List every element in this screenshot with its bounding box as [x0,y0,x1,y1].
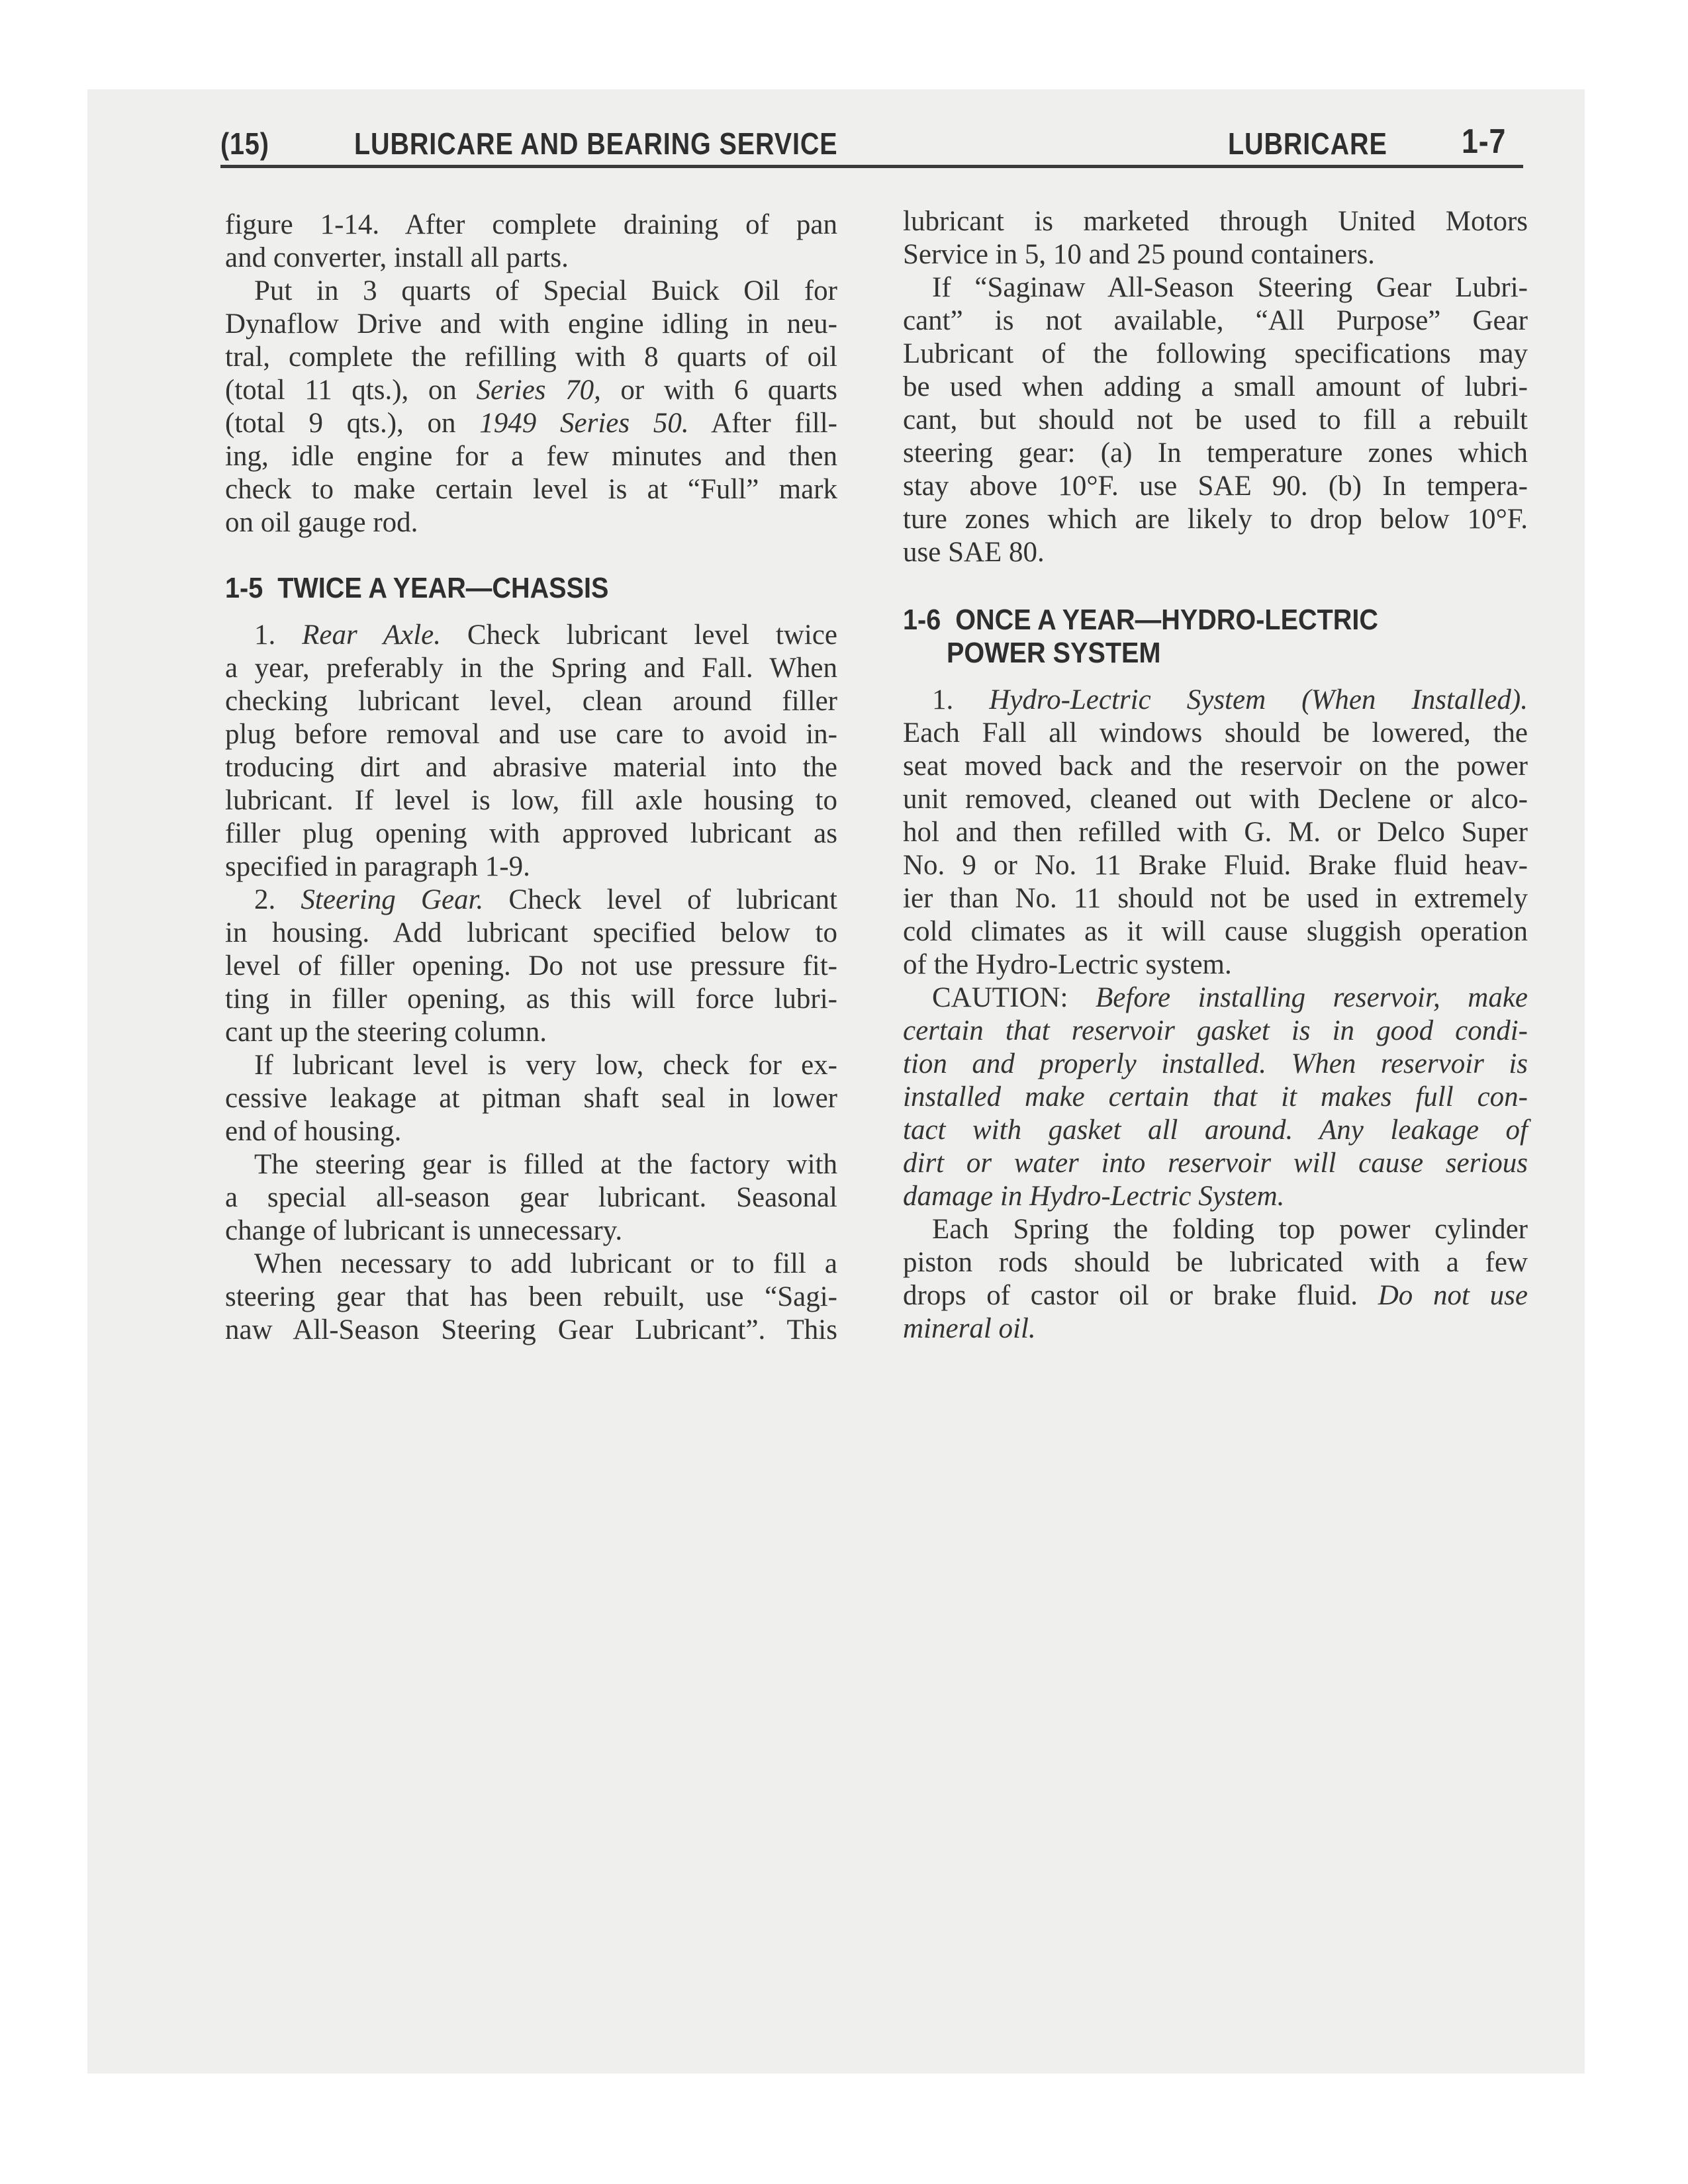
body-text: ture zones which are likely to drop below 10°F. [903,504,1528,535]
text-line [903,470,1528,503]
text-line [903,1048,1528,1081]
text-line [225,751,837,784]
italic-text: damage in Hydro-Lectric System. [903,1181,1285,1212]
body-text: Check level of lubricant [483,884,837,915]
page-label: 1-7 [1462,122,1507,161]
text-line [903,1279,1528,1312]
text-line [225,506,837,539]
text-line [903,915,1528,948]
body-text: naw All-Season Steering Gear Lubricant”. This [225,1314,837,1345]
text-line [225,275,837,308]
italic-text: dirt or water into reservoir will cause serious [903,1148,1528,1179]
text-line [225,1181,837,1214]
body-text: Put in 3 quarts of Special Buick Oil for [254,275,837,306]
italic-text: Before installing reservoir, make [1096,982,1528,1013]
body-text: and converter, install all parts. [225,242,569,273]
body-text: unit removed, cleaned out with Declene or alco- [903,784,1528,815]
text-line [225,1016,837,1049]
body-text: piston rods should be lubricated with a few [903,1247,1528,1278]
body-text: tral, complete the refilling with 8 quarts of oil [225,341,837,373]
text-line [225,374,837,407]
text-line [903,684,1528,717]
body-text: use SAE 80. [903,537,1045,568]
body-text: seat moved back and the reservoir on the power [903,751,1528,782]
text-line [225,983,837,1016]
section-heading: 1-6 ONCE A YEAR—HYDRO-LECTRIC [903,604,1379,636]
left-column [225,208,837,1347]
body-text: Service in 5, 10 and 25 pound containers. [903,239,1375,270]
body-text: ing, idle engine for a few minutes and then [225,441,837,472]
text-line [225,1049,837,1082]
text-line [903,1015,1528,1048]
italic-text: 1949 Series 50. [479,408,689,439]
body-text: or with 6 quarts [600,375,837,406]
body-text: stay above 10°F. use SAE 90. (b) In tempera- [903,471,1528,502]
body-text: cold climates as it will cause sluggish operation [903,916,1528,947]
text-line [225,407,837,440]
text-line [225,1115,837,1148]
body-text: of the Hydro-Lectric system. [903,949,1232,980]
body-text: ting in filler opening, as this will force lubri- [225,983,837,1015]
body-text: After fill- [688,408,837,439]
italic-text: installed make certain that it makes full con- [903,1081,1528,1113]
body-text: (total 9 qts.), on [225,408,480,439]
body-text: Lubricant of the following specifications may [903,338,1528,369]
text-line [903,503,1528,536]
body-text: If “Saginaw All-Season Steering Gear Lubri- [932,272,1528,303]
text-line [903,238,1528,271]
italic-text: Series 70, [476,375,601,406]
body-text: When necessary to add lubricant or to fill a [254,1248,837,1279]
chapter-title: LUBRICARE AND BEARING SERVICE [354,126,838,161]
text-line [903,1180,1528,1213]
body-text: troducing dirt and abrasive material into the [225,752,837,783]
page-number: (15) [220,126,269,161]
text-line [903,304,1528,338]
text-line [225,1214,837,1248]
text-line [225,950,837,983]
italic-text: Hydro-Lectric System (When Installed). [989,684,1528,715]
body-text: Each Spring the folding top power cylinder [932,1214,1528,1245]
text-line [225,1281,837,1314]
section-heading: 1-5 TWICE A YEAR—CHASSIS [225,572,609,604]
body-text: in housing. Add lubricant specified below to [225,917,837,948]
italic-text: certain that reservoir gasket is in good condi- [903,1015,1528,1046]
text-line [225,652,837,685]
body-text: cant, but should not be used to fill a rebuilt [903,404,1528,435]
body-text: a special all-season gear lubricant. Seasonal [225,1182,837,1213]
text-line [903,750,1528,783]
text-line [903,1246,1528,1279]
text-line [903,783,1528,816]
italic-text: tion and properly installed. When reservoir is [903,1048,1528,1079]
text-line [903,849,1528,882]
body-text: a year, preferably in the Spring and Fall. When [225,653,837,684]
body-text: steering gear: (a) In temperature zones which [903,437,1528,469]
body-text: drops of castor oil or brake fluid. [903,1280,1378,1311]
body-text: cant” is not available, “All Purpose” Gear [903,305,1528,336]
text-line [225,1248,837,1281]
text-line [903,1081,1528,1114]
body-text: cant up the steering column. [225,1017,547,1048]
text-line [903,404,1528,437]
body-text: The steering gear is filled at the factory with [254,1149,837,1180]
text-line [903,1312,1528,1345]
text-line [903,271,1528,304]
italic-text: tact with gasket all around. Any leakage of [903,1115,1528,1146]
body-text: 2. [254,884,301,915]
italic-text: mineral oil. [903,1313,1036,1344]
body-text: 1. [932,684,990,715]
text-line [903,1114,1528,1147]
text-line [903,205,1528,238]
italic-text: Rear Axle. [302,619,442,651]
body-text: check to make certain level is at “Full” mark [225,474,837,505]
section-title: LUBRICARE [1228,126,1387,161]
text-line [903,437,1528,470]
body-text: 1. [254,619,303,651]
body-text: end of housing. [225,1116,402,1147]
text-line [225,917,837,950]
italic-text: Steering Gear. [301,884,484,915]
body-text: checking lubricant level, clean around filler [225,686,837,717]
text-line [903,882,1528,915]
body-text: (total 11 qts.), on [225,375,477,406]
body-text: figure 1-14. After complete draining of pan [225,209,837,240]
body-text: filler plug opening with approved lubricant as [225,818,837,849]
body-text: on oil gauge rod. [225,507,418,538]
text-line [903,536,1528,569]
body-text: If lubricant level is very low, check for ex- [254,1050,837,1081]
text-line [903,816,1528,849]
body-text: CAUTION: [932,982,1096,1013]
text-line [225,242,837,275]
body-text: No. 9 or No. 11 Brake Fluid. Brake fluid heav- [903,850,1528,881]
section-heading: POWER SYSTEM [903,637,1161,669]
body-text: hol and then refilled with G. M. or Delco Super [903,817,1528,848]
text-line [225,341,837,374]
body-text: be used when adding a small amount of lubri- [903,371,1528,402]
body-text: plug before removal and use care to avoid in- [225,719,837,750]
text-line [225,850,837,884]
text-line [225,718,837,751]
text-line [225,1082,837,1115]
body-text: steering gear that has been rebuilt, use “Sagi- [225,1281,837,1312]
body-text: Each Fall all windows should be lowered, the [903,717,1528,749]
body-text: level of filler opening. Do not use pressure fit- [225,950,837,981]
body-text: lubricant is marketed through United Motors [903,206,1528,237]
body-text: lubricant. If level is low, fill axle housing to [225,785,837,816]
text-line [225,685,837,718]
body-text: ier than No. 11 should not be used in extremely [903,883,1528,914]
text-line [903,948,1528,981]
text-line [225,1148,837,1181]
text-line [225,308,837,341]
body-text: cessive leakage at pitman shaft seal in lower [225,1083,837,1114]
text-line [225,440,837,473]
text-line [225,817,837,850]
text-line [903,371,1528,404]
text-line [225,208,837,242]
italic-text: Do not use [1378,1280,1528,1311]
text-line [903,981,1528,1015]
text-line [225,1314,837,1347]
text-line [903,338,1528,371]
header-rule [220,165,1523,168]
text-line [225,619,837,652]
body-text: specified in paragraph 1-9. [225,851,530,882]
text-line [225,473,837,506]
text-line [225,784,837,817]
text-line [903,717,1528,750]
body-text: Check lubricant level twice [441,619,837,651]
text-line [225,884,837,917]
right-column [903,205,1528,1345]
text-line [903,1147,1528,1180]
text-line [903,1213,1528,1246]
body-text: change of lubricant is unnecessary. [225,1215,623,1246]
body-text: Dynaflow Drive and with engine idling in neu- [225,308,837,340]
